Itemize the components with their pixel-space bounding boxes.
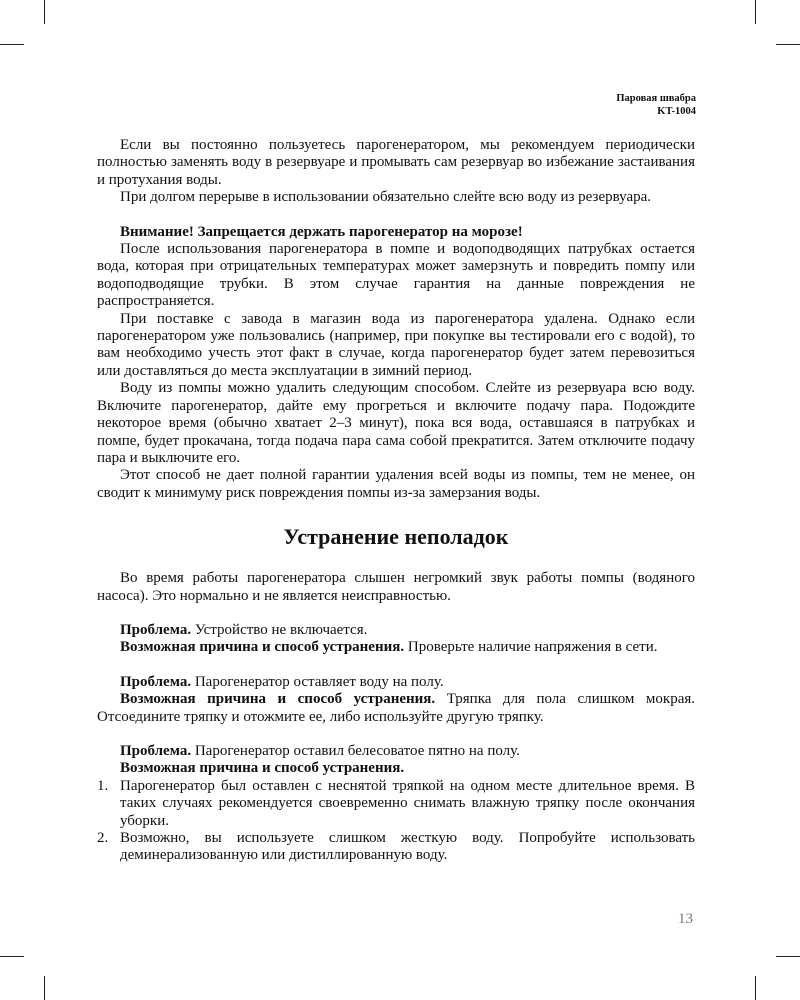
crop-mark (755, 0, 756, 24)
page-content (97, 137, 695, 865)
troubleshooting-intro: Во время работы парогенератора слышен негромкий звук работы помпы (водяного насоса). Это нормально и не является неисправностью. (97, 570, 695, 604)
crop-mark (755, 976, 756, 1000)
causes-list (97, 778, 695, 865)
problem-line: Проблема. Устройство не включается. (120, 621, 368, 638)
problem-line: Проблема. Парогенератор оставил белесоватое пятно на полу. (120, 742, 520, 759)
warning-paragraph: При поставке с завода в магазин вода из парогенератора удалена. Однако если парогенератором уже пользовались (например, при покупке вы тестировали его с водой), то вам необходимо учесть этот факт в случае, когда парогенератор будет затем перевозиться или доставляться до места эксплуатации в зимний период. (97, 310, 695, 379)
problem-line: Проблема. Парогенератор оставляет воду на полу. (120, 673, 444, 690)
intro-paragraph: При долгом перерыве в использовании обязательно слейте всю воду из резервуара. (120, 189, 652, 206)
crop-mark (0, 44, 24, 45)
cause-line: Возможная причина и способ устранения. (120, 760, 405, 777)
cause-line: Возможная причина и способ устранения. Тряпка для пола слишком мокрая. Отсоедините тряпку и отожмите ее, либо используйте другую тряпку. (97, 691, 696, 725)
crop-mark (776, 956, 800, 957)
cause-line: Возможная причина и способ устранения. Проверьте наличие напряжения в сети. (120, 639, 658, 656)
header-model: KT-1004 (657, 106, 696, 117)
list-item: 2. Возможно, вы используете слишком жесткую воду. Попробуйте использовать деминерализованную или дистиллированную воду. (97, 830, 695, 864)
warning-title: Внимание! Запрещается держать парогенератор на морозе! (120, 223, 523, 240)
section-heading: Устранение неполадок (283, 524, 509, 550)
list-item: 1. Парогенератор был оставлен с неснятой тряпкой на одном месте длительное время. В таких случаях рекомендуется своевременно снимать влажную тряпку после окончания уборки. (97, 777, 695, 829)
warning-paragraph: После использования парогенератора в помпе и водоподводящих патрубках остается вода, которая при отрицательных температурах может замерзнуть и повредить помпу или водоподводящие трубки. В этом случае гарантия на данные повреждения не распространяется. (97, 241, 695, 310)
page-number: 13 (678, 911, 693, 927)
crop-mark (44, 976, 45, 1000)
intro-paragraph: Если вы постоянно пользуетесь парогенератором, мы рекомендуем периодически полностью заменять воду в резервуаре и промывать сам резервуар во избежание застаивания и протухания воды. (97, 137, 695, 188)
warning-paragraph: Воду из помпы можно удалить следующим способом. Слейте из резервуара всю воду. Включите парогенератор, дайте ему прогреться и включите подачу пара. Подождите некоторое время (обычно хватает 2–3 минут), пока вся вода, оставшаяся в патрубках и помпе, будет прокачана, тогда подача пара сама собой прекратится. Затем отключите подачу пара и выключите его. (97, 380, 695, 466)
running-header (616, 92, 696, 118)
crop-mark (44, 0, 45, 24)
warning-paragraph: Этот способ не дает полной гарантии удаления всей воды из помпы, тем не менее, он сводит к минимуму риск повреждения помпы из-за замерзания воды. (97, 467, 695, 501)
header-title: Паровая швабра (616, 93, 696, 104)
crop-mark (0, 956, 24, 957)
crop-mark (776, 44, 800, 45)
